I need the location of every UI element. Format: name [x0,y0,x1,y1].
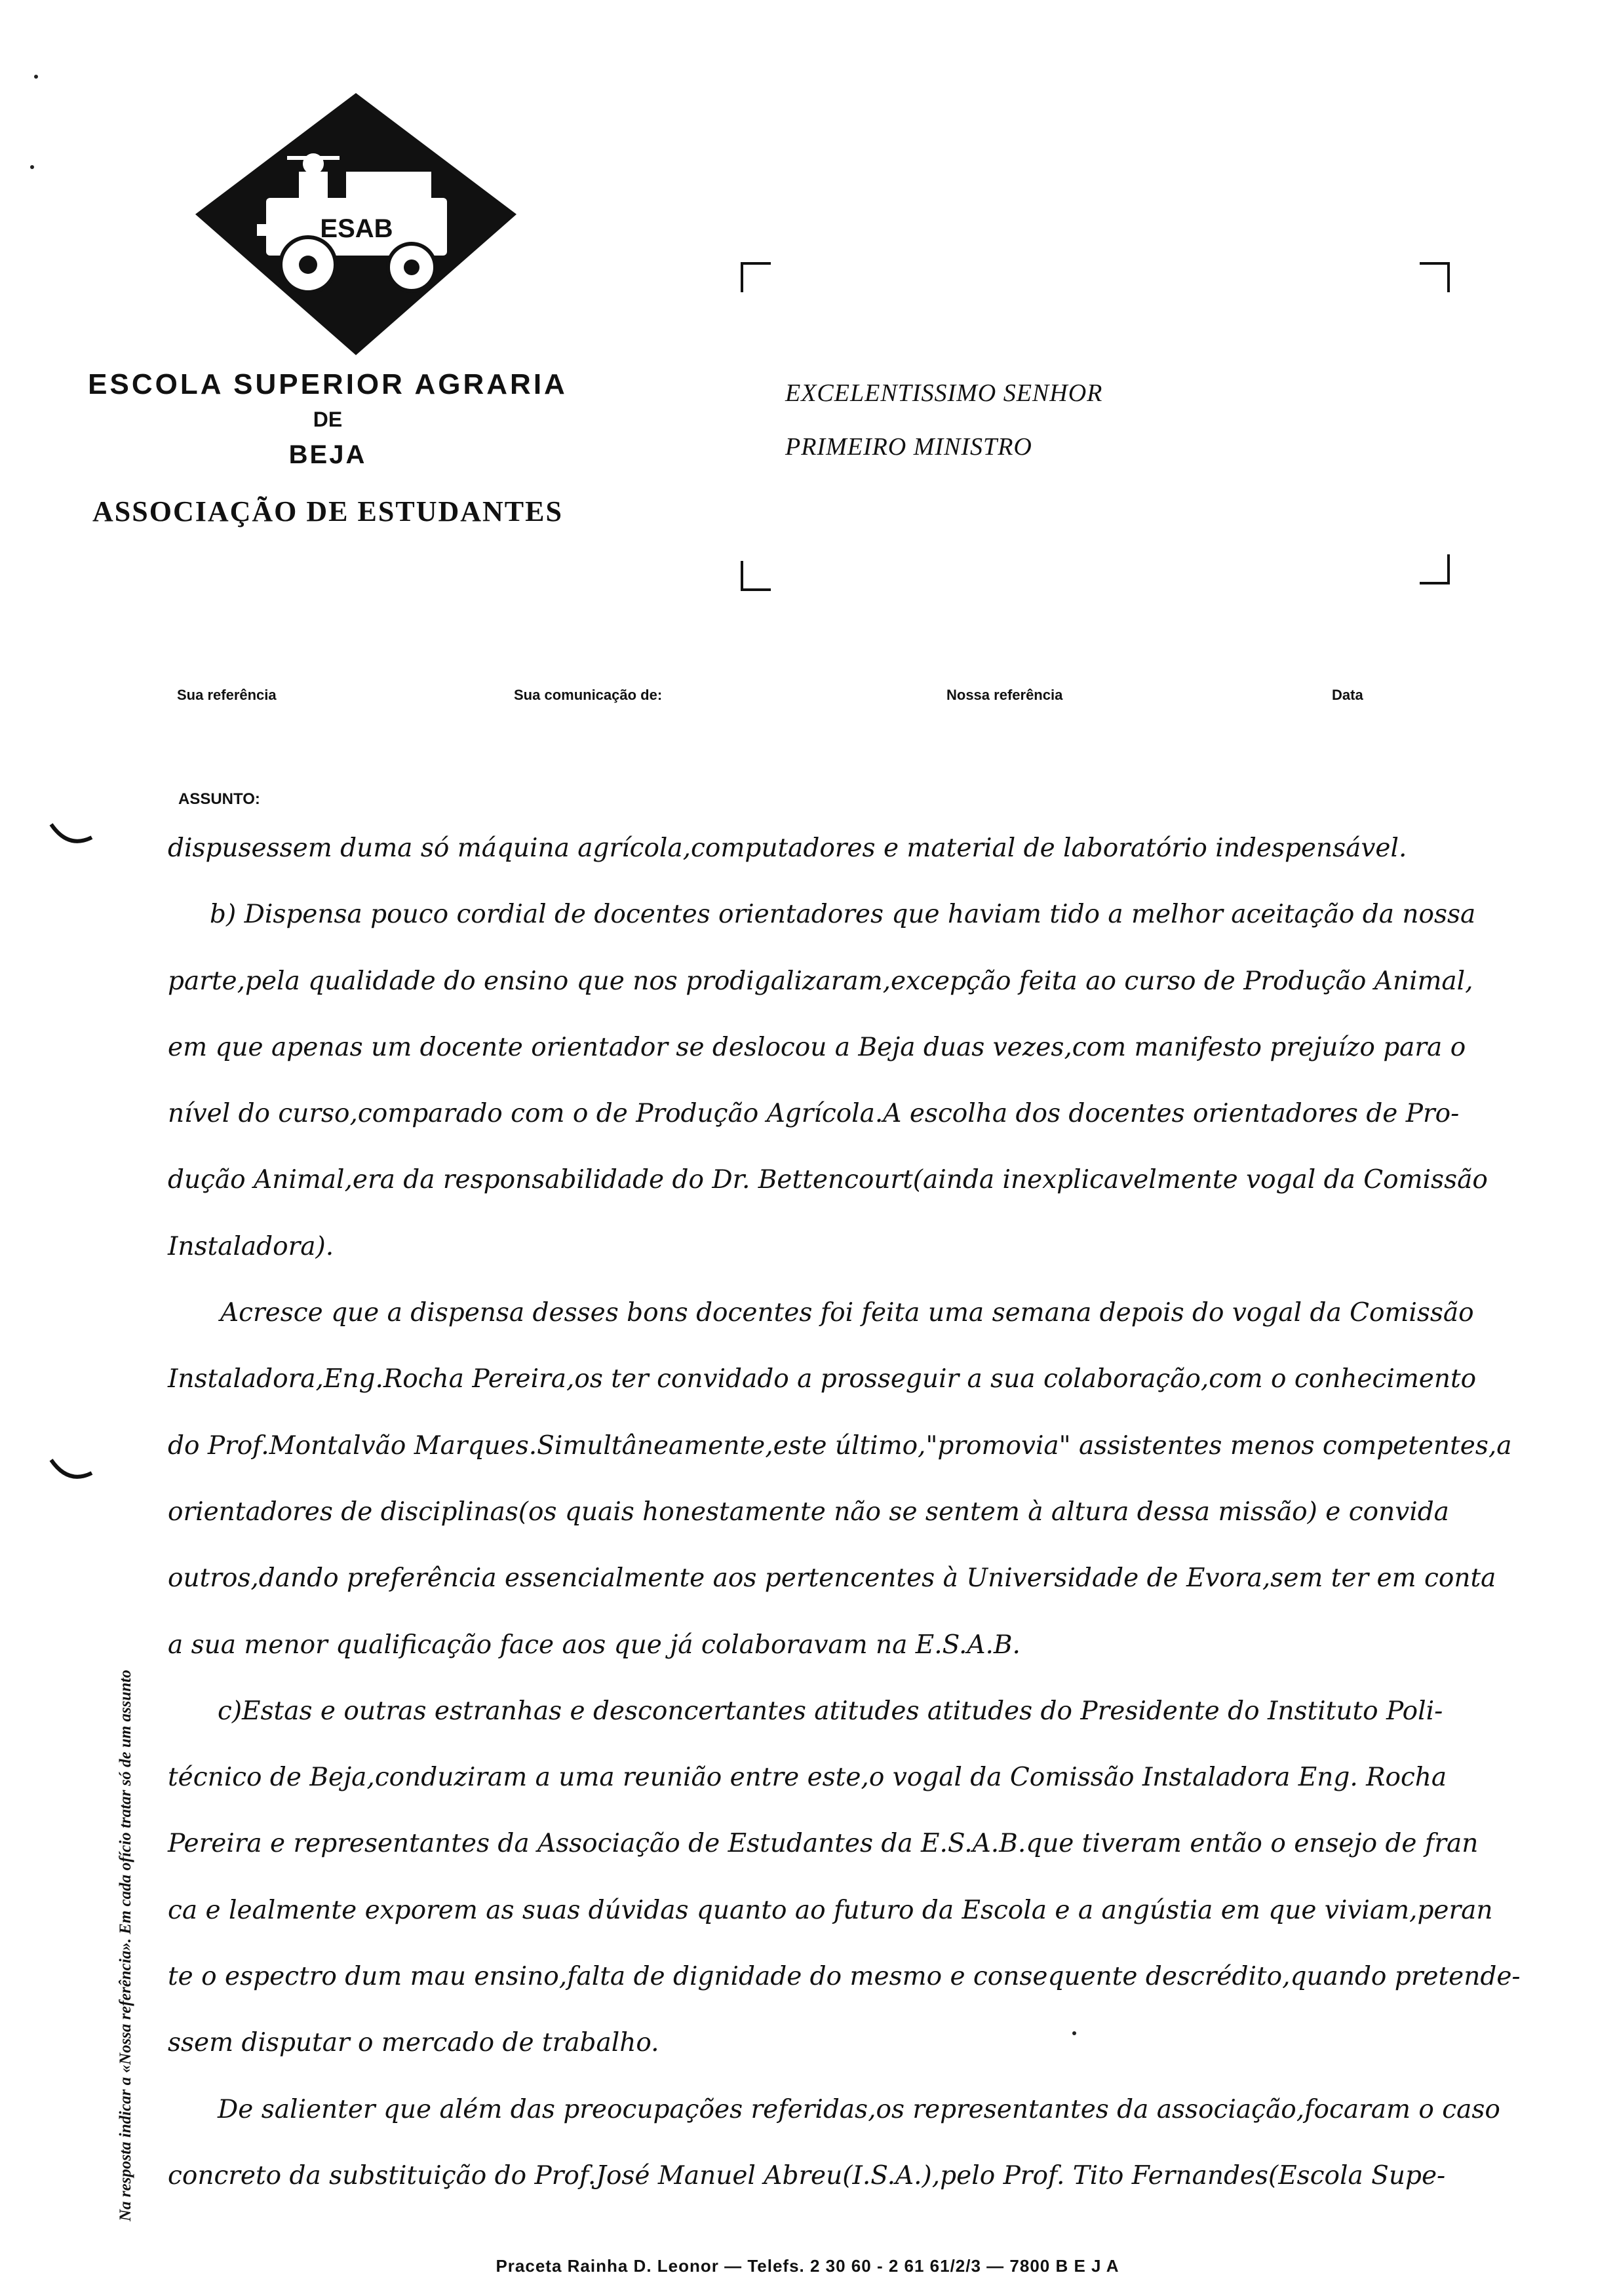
school-name-de: DE [313,408,343,431]
subject-label: ASSUNTO: [178,790,260,808]
body-line: a sua menor qualificação face aos que já colaboravam na E.S.A.B. [168,1630,1021,1660]
data-label: Data [1332,687,1363,703]
body-line: c)Estas e outras estranhas e desconcertantes atitudes atitudes do Presidente do Instituto Poli- [218,1696,1443,1726]
margin-instruction: Na resposta indicar a «Nossa referência». Em cada ofício tratar só de um assunto [117,1670,134,2221]
sua-comunicacao-label: Sua comunicação de: [514,687,663,703]
letter-body [168,815,1521,2209]
body-line: parte,pela qualidade do ensino que nos prodigalizaram,excepção feita ao curso de Produção Animal, [168,966,1473,996]
body-line: ssem disputar o mercado de trabalho. [168,2028,659,2058]
address-window-corner-top-right [1420,262,1450,292]
body-line: b) Dispensa pouco cordial de docentes orientadores que haviam tido a melhor aceitação da nossa [210,900,1476,930]
school-name: ESCOLA SUPERIOR AGRARIA [88,368,568,400]
body-line: te o espectro dum mau ensino,falta de dignidade do mesmo e consequente descrédito,quando pretende- [168,1962,1521,1992]
body-line: dispusessem duma só máquina agrícola,computadores e material de laboratório indespensável. [168,833,1407,863]
association-name: ASSOCIAÇÃO DE ESTUDANTES [92,495,563,527]
body-line: ca e lealmente exporem as suas dúvidas quanto ao futuro da Escola e a angústia em que viviam,peran [168,1895,1493,1925]
address-window-corner-top-left [741,262,771,292]
body-line: dução Animal,era da responsabilidade do Dr. Bettencourt(ainda inexplicavelmente vogal da Comissão [168,1165,1488,1195]
footer-address: Praceta Rainha D. Leonor — Telefs. 2 30 60 - 2 61 61/2/3 — 7800 B E J A [496,2256,1119,2276]
body-line: técnico de Beja,conduziram a uma reunião entre este,o vogal da Comissão Instaladora Eng. Rocha [168,1763,1447,1793]
address-window-corner-bottom-right [1420,554,1450,584]
body-line: Instaladora). [168,1231,334,1261]
body-line: do Prof.Montalvão Marques.Simultâneamente,este último,"promovia" assistentes menos competentes,a [168,1430,1512,1461]
scan-speck [34,75,38,79]
body-line: concreto da substituição do Prof.José Manuel Abreu(I.S.A.),pelo Prof. Tito Fernandes(Escola Supe- [168,2160,1446,2191]
addressee-line-2: PRIMEIRO MINISTRO [785,433,1032,461]
body-line: Instaladora,Eng.Rocha Pereira,os ter convidado a prosseguir a sua colaboração,com o conhecimento [168,1364,1477,1394]
body-line: orientadores de disciplinas(os quais honestamente não se sentem à altura dessa missão) e convida [168,1497,1449,1527]
body-line: nível do curso,comparado com o de Produção Agrícola.A escolha dos docentes orientadores de Pro- [168,1099,1460,1129]
school-city: BEJA [288,440,367,469]
sua-referencia-label: Sua referência [177,687,277,703]
address-window-corner-bottom-left [741,561,771,591]
body-line: Pereira e representantes da Associação de Estudantes da E.S.A.B.que tiveram então o ensejo de fran [168,1829,1479,1859]
body-line: Acresce que a dispensa desses bons docentes foi feita uma semana depois do vogal da Comissão [220,1298,1474,1328]
addressee-line-1: EXCELENTISSIMO SENHOR [785,379,1103,407]
esab-tractor-logo [195,93,516,355]
body-line: em que apenas um docente orientador se deslocou a Beja duas vezes,com manifesto prejuízo para o [168,1032,1466,1062]
fold-mark-icon [49,1456,94,1486]
scan-speck [1072,2031,1076,2035]
fold-mark-icon [49,820,94,851]
body-line: outros,dando preferência essencialmente aos pertencentes à Universidade de Evora,sem ter em conta [168,1563,1496,1594]
body-line: De salienter que além das preocupações referidas,os representantes da associação,focaram o caso [218,2094,1500,2124]
scan-speck [30,165,34,169]
nossa-referencia-label: Nossa referência [946,687,1063,703]
logo-text: ESAB [320,214,393,243]
